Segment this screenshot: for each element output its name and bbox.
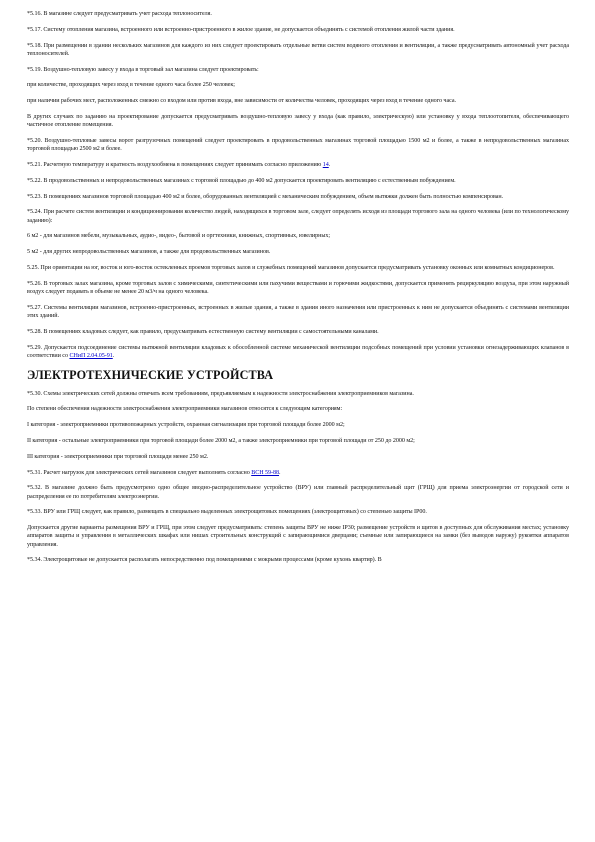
paragraph: [27, 304, 569, 320]
ventilation-section: [27, 10, 569, 360]
paragraph-text: *5.32. В магазине должно быть предусмотрено одно общее вводно-распределительное устройство (ВРУ) или главный распределительный щит (ГРЩ) для приема электроэнергии от городской сети и распределения ее по потребителям электроэнергии.: [27, 485, 569, 500]
paragraph-text: III категория - электроприемники при торговой площади менее 250 м2.: [27, 453, 209, 460]
paragraph: [27, 161, 569, 169]
paragraph-text: 5.25. При ориентации на юг, восток и юго-восток остекленных проемов торговых залов и служебных помещений магазинов допускается предусматривать установку оконных или комнатных кондиционеров.: [27, 264, 555, 271]
paragraph-text: II категория - остальные электроприемники при торговой площади более 2000 м2, а также электроприемники при торговой площади от 250 до 2000 м2;: [27, 437, 415, 444]
paragraph-text: *5.34. Электрощитовые не допускается располагать непосредственно под помещениями с мокрыми процессами (кроме кухонь квартир). В: [27, 557, 382, 564]
paragraph: [27, 469, 569, 477]
paragraph: [27, 81, 569, 89]
paragraph: [27, 177, 569, 185]
paragraph: [27, 137, 569, 153]
paragraph: [27, 10, 569, 18]
paragraph-text: В других случаях по заданию на проектирование допускается предусматривать воздушно-тепловую завесу у входа (как правило, электрическую) или установку у входа теплоотопителя, обеспечивающего частичное отопление помещения.: [27, 113, 569, 129]
paragraph-text: *5.20. Воздушно-тепловые завесы ворот разгрузочных помещений следует проектировать в продовольственных магазинах торговой площадью 1500 м2 и более, а также в непродовольственных магазинах торговой площадью 2500 м2 и более.: [27, 137, 569, 153]
paragraph: [27, 26, 569, 34]
paragraph-text: при наличии рабочих мест, расположенных смежно со входом или против входа, вне зависимости от количества человек, проходящих через вход в течение одного часа.: [27, 98, 456, 105]
paragraph: [27, 405, 569, 413]
paragraph-text: *5.31. Расчет нагрузок для электрических сетей магазинов следует выполнять согласно: [27, 469, 252, 476]
paragraph: [27, 508, 569, 516]
paragraph-text: Допускается другие варианты размещения ВРУ и ГРЩ, при этом следует предусматривать: степень защиты ВРУ не ниже IP30; размещение устройств и щитов в доступных для обслуживания местах; установку аппаратов защиты и управления в металлических шкафах или нишах строительных конструкций с запирающимися дверцами; съемные или запирающиеся на замки (без выводов наружу) рукоятки аппаратов управления.: [27, 525, 569, 548]
paragraph: [27, 97, 569, 105]
paragraph-text: *5.18. При размещении в здании нескольких магазинов для каждого из них следует проектировать отдельные ветви систем водяного отопления и вентиляции, а также предусматривать автономный учет расхода теплоносителей.: [27, 42, 569, 57]
reference-link[interactable]: СНиП 2.04.05-91: [69, 352, 113, 359]
paragraph-tail: .: [112, 352, 115, 359]
paragraph: [27, 328, 569, 336]
paragraph: [27, 437, 569, 445]
paragraph-text: *5.22. В продовольственных и непродовольственных магазинах с торговой площадью до 400 м2 допускается проектировать вентиляцию с естественным побуждением.: [27, 177, 456, 184]
paragraph: [27, 421, 569, 429]
paragraph-text: *5.17. Систему отопления магазина, встроенного или встроенно-пристроенного в жилое здание, не допускается объединять с системой отопления жилой части здания.: [27, 26, 455, 33]
paragraph: [27, 42, 569, 58]
paragraph: [27, 264, 569, 272]
paragraph-text: при количестве, проходящих через вход в течение одного часа более 250 человек;: [27, 82, 235, 89]
paragraph: [27, 66, 569, 74]
paragraph: [27, 484, 569, 500]
paragraph: [27, 524, 569, 549]
paragraph: [27, 248, 569, 256]
electrical-section: [27, 390, 569, 565]
paragraph-text: *5.28. В помещениях кладовых следует, как правило, предусматривать естественную систему вентиляции с самостоятельными каналами.: [27, 328, 379, 335]
paragraph: [27, 556, 569, 564]
paragraph-text: *5.16. В магазине следует предусматривать учет расхода теплоносителя.: [27, 11, 212, 17]
paragraph-text: *5.21. Расчетную температуру и кратность воздухообмена в помещениях следует принимать согласно приложению: [27, 161, 323, 168]
paragraph: [27, 232, 569, 240]
paragraph-text: 5 м2 - для других непродовольственных магазинов, а также для продовольственных магазинов.: [27, 249, 271, 256]
paragraph-text: *5.27. Системы вентиляции магазинов, встроенно-пристроенных, встроенных в жилые здания, а также в здания иного назначения или пристроенных к ним не допускается объединять с системами вентиляции этих зданий.: [27, 304, 569, 319]
paragraph-text: *5.26. В торговых залах магазина, кроме торговых залов с химическими, синтетическими или пахучими веществами и горючими жидкостями, допускается применять рециркуляцию воздуха, при этом наружный воздух следует подавать в объеме не менее 20 м3/ч на одного человека.: [27, 280, 569, 295]
reference-link[interactable]: 14: [322, 161, 329, 168]
paragraph-tail: .: [279, 469, 281, 476]
paragraph-text: *5.30. Схемы электрических сетей должны отвечать всем требованиям, предъявляемым к надежности электроснабжения электроприемников магазина.: [27, 390, 414, 397]
paragraph: [27, 208, 569, 224]
paragraph-text: *5.23. В помещениях магазинов торговой площадью 400 м2 и более, оборудованных вентиляцией с механическим побуждением, объем вытяжки должен быть полностью компенсирован.: [27, 193, 504, 200]
paragraph-text: I категория - электроприемники противопожарных устройств, охранная сигнализация при торговой площади более 2000 м2;: [27, 422, 345, 429]
paragraph-text: *5.24. При расчете систем вентиляции и кондиционирования количество людей, находящихся в торговом зале, следует определять исходя из площади торгового зала на одного человека (или по технологическому заданию):: [27, 209, 569, 224]
section-heading-electrical: ЭЛЕКТРОТЕХНИЧЕСКИЕ УСТРОЙСТВА: [27, 367, 274, 382]
paragraph-text: *5.19. Воздушно-тепловую завесу у входа в торговый зал магазина следует проектировать:: [27, 66, 259, 73]
paragraph: [27, 344, 569, 360]
reference-link[interactable]: ВСН 59-88: [251, 469, 280, 476]
paragraph-text: *5.33. ВРУ или ГРЩ следует, как правило, размещать в специально выделенных электрощитовых помещениях (электрощитовых) со степенью защиты IP00.: [27, 509, 427, 516]
paragraph: [27, 113, 569, 129]
paragraph-text: *5.29. Допускается подсоединение системы вытяжной вентиляции кладовых к обособленной системе механической вентиляции подсобных помещений при условии установки огнезадерживающих клапанов в соответствии со: [27, 344, 569, 359]
document-page: [27, 10, 569, 572]
paragraph: [27, 280, 569, 296]
paragraph-text: По степени обеспечения надежности электроснабжения электроприемники магазинов относятся к следующим категориям:: [27, 406, 343, 413]
paragraph: [27, 193, 569, 201]
paragraph-text: 6 м2 - для магазинов мебели, музыкальных, аудио-, видео-, бытовой и оргтехники, книжных, спортивных, ювелирных;: [27, 233, 331, 240]
paragraph: [27, 453, 569, 461]
paragraph-tail: .: [328, 161, 331, 168]
paragraph: [27, 390, 569, 398]
